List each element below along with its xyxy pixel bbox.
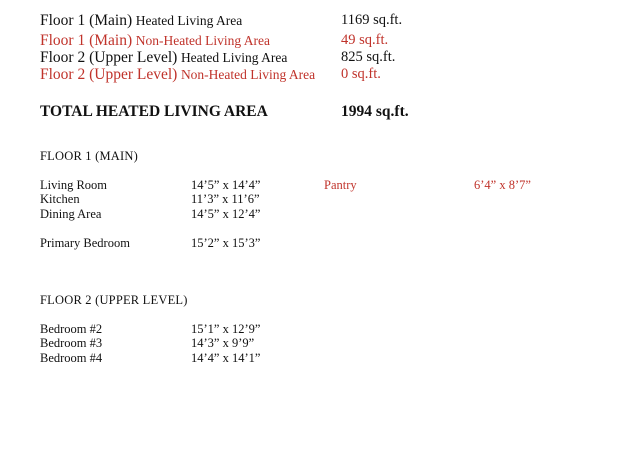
area-row-floor1-heated (40, 12, 242, 30)
area-value: 1169 sq.ft. (341, 12, 403, 28)
area-value: 49 sq.ft. (341, 32, 389, 48)
room-dims: 14’5” x 12’4” (191, 207, 261, 221)
area-floor-label: Floor 1 (Main) (40, 32, 133, 49)
room-name: Bedroom #2 (40, 322, 103, 336)
room-name: Kitchen (40, 192, 80, 206)
area-floor-label: Floor 1 (Main) (40, 12, 133, 29)
area-floor-label: Floor 2 (Upper Level) (40, 49, 178, 66)
total-label: TOTAL HEATED LIVING AREA (40, 103, 268, 120)
room-dims: 14’3” x 9’9” (191, 336, 255, 350)
area-type-label: Heated Living Area (135, 13, 243, 28)
room-name: Primary Bedroom (40, 236, 130, 250)
room-name: Dining Area (40, 207, 102, 221)
room-dims-pantry: 6’4” x 8’7” (474, 178, 531, 192)
area-row-floor1-nonheated (40, 32, 270, 50)
area-value: 0 sq.ft. (341, 66, 381, 82)
room-dims: 11’3” x 11’6” (191, 192, 260, 206)
room-dims: 15’2” x 15’3” (191, 236, 261, 250)
room-dims: 15’1” x 12’9” (191, 322, 261, 336)
room-dims: 14’5” x 14’4” (191, 178, 261, 192)
area-value: 825 sq.ft. (341, 49, 396, 65)
area-type-label: Heated Living Area (180, 50, 288, 65)
area-row-floor2-heated (40, 49, 287, 67)
area-row-floor2-nonheated (40, 66, 315, 84)
room-name-pantry: Pantry (324, 178, 357, 192)
floor1-heading: FLOOR 1 (MAIN) (40, 149, 138, 163)
floor2-heading: FLOOR 2 (UPPER LEVEL) (40, 293, 188, 307)
area-type-label: Non-Heated Living Area (135, 33, 270, 48)
room-name: Living Room (40, 178, 108, 192)
room-name: Bedroom #4 (40, 351, 103, 365)
room-dims: 14’4” x 14’1” (191, 351, 261, 365)
total-value: 1994 sq.ft. (341, 103, 409, 120)
area-floor-label: Floor 2 (Upper Level) (40, 66, 178, 83)
area-type-label: Non-Heated Living Area (180, 67, 316, 82)
room-name: Bedroom #3 (40, 336, 103, 350)
